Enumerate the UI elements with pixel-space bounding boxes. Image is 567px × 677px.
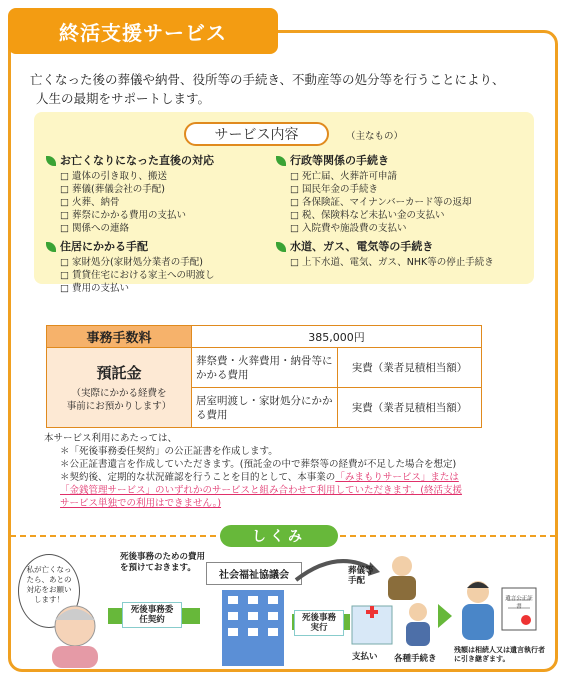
will-label: 遺言公正証書 [505,596,533,610]
service-item: □ 入院費や施設費の支払い [276,222,526,235]
elderly-person-icon [40,598,110,668]
note-item: ＊「死後事務委任契約」の公正証書を作成します。 [60,446,278,457]
deposit-value: 実費（業者見積相当額） [338,388,482,428]
fee-amount: 385,000円 [192,326,482,348]
intro-text [30,70,540,108]
service-item: □ 税、保険料など未払い金の支払い [276,209,526,222]
deposit-sub: 事前にお預かりします） [66,401,172,412]
deposit-label: 預託金 [96,364,142,382]
service-item: □ 火葬、納骨 [46,196,266,209]
page-title: 終活支援サービス [59,20,227,45]
note-item: ＊公正証書遺言を作成していただきます。(預託金の中で葬祭等の経費が不足した場合を想定) [60,459,457,470]
deposit-item: 居室明渡し・家財処分にかかる費用 [192,388,338,428]
fee-label: 事務手数料 [47,326,192,348]
service-item: □ 遺体の引き取り、搬送 [46,170,266,183]
leaf-icon [46,156,56,166]
funeral-label: 葬儀等手配 [348,566,374,586]
execute-label: 死後事務実行 [294,610,344,636]
intro-line-1: 亡くなった後の葬儀や納骨、役所等の手続き、不動産等の処分等を行うことにより、 [30,72,505,87]
title-banner [8,8,278,54]
service-item: □ 死亡届、火葬許可申請 [276,170,526,183]
heir-text: 残額は相続人又は遺言執行者に引き継ぎます。 [454,646,545,663]
inherit-arrow [438,604,452,628]
service-item: □ 国民年金の手続き [276,183,526,196]
staff-icon [398,600,438,650]
service-item: □ 家財処分(家財処分業者の手配) [46,256,271,269]
council-label: 社会福祉協議会 [206,562,302,585]
services-heading: サービス内容 [184,122,329,146]
service-item: □ 上下水道、電気、ガス、NHK等の停止手続き [276,256,526,269]
service-item: □ 葬祭にかかる費用の支払い [46,209,266,222]
services-panel [34,112,534,294]
service-group-administrative [276,154,526,235]
service-item: □ 費用の支払い [46,282,271,295]
heir-person-icon [456,578,500,644]
services-note: （主なもの） [346,131,404,142]
building-icon [218,584,288,666]
payment-label: 支払い [352,652,378,662]
mechanism-diagram [12,548,552,672]
highlight-text: サービス単独での利用はできません。) [60,498,222,509]
deposit-text: 死後事務のための費用を預けておきます。 [120,552,206,573]
notes-intro: 本サービス利用にあたっては、 [44,433,178,444]
service-group-residence [46,240,271,295]
leaf-icon [276,156,286,166]
highlight-text: 「みまもりサービス」または [335,472,459,483]
intro-line-2: 人生の最期をサポートします。 [36,91,211,106]
group-title: 行政等関係の手続き [290,154,389,167]
procedures-label: 各種手続き [394,654,437,664]
deposit-value: 実費（業者見積相当額） [338,348,482,388]
highlight-text: 「金銭管理サービス」のいずれかのサービスと組み合わせて利用していただきます。(終活支援 [60,485,462,496]
leaf-icon [46,242,56,252]
leaf-icon [276,242,286,252]
contract-label: 死後事務委任契約 [122,602,182,628]
fee-table [46,325,482,428]
group-title: 住居にかかる手配 [60,240,148,253]
usage-notes [44,432,524,510]
monk-icon [382,554,422,602]
service-item: □ 各保険証、マイナンバーカード等の返却 [276,196,526,209]
deposit-item: 葬祭費・火葬費用・納骨等にかかる費用 [192,348,338,388]
deposit-cell [47,348,192,428]
service-group-after-death [46,154,266,235]
group-title: お亡くなりになった直後の対応 [60,154,214,167]
service-item: □ 賃貸住宅における家主への明渡し [46,269,271,282]
mechanism-heading: しくみ [220,525,338,547]
speech-bubble: 私が亡くなったら、あとの対応をお願いします！ [18,554,80,628]
service-group-utilities [276,240,526,269]
service-item: □ 関係への連絡 [46,222,266,235]
service-item: □ 葬儀(葬儀会社の手配) [46,183,266,196]
deposit-sub: （実際にかかる経費を [71,388,167,399]
group-title: 水道、ガス、電気等の手続き [290,240,434,253]
note-item: ＊契約後、定期的な状況確認を行うことを目的として、本事業の「みまもりサービス」または [60,472,459,483]
